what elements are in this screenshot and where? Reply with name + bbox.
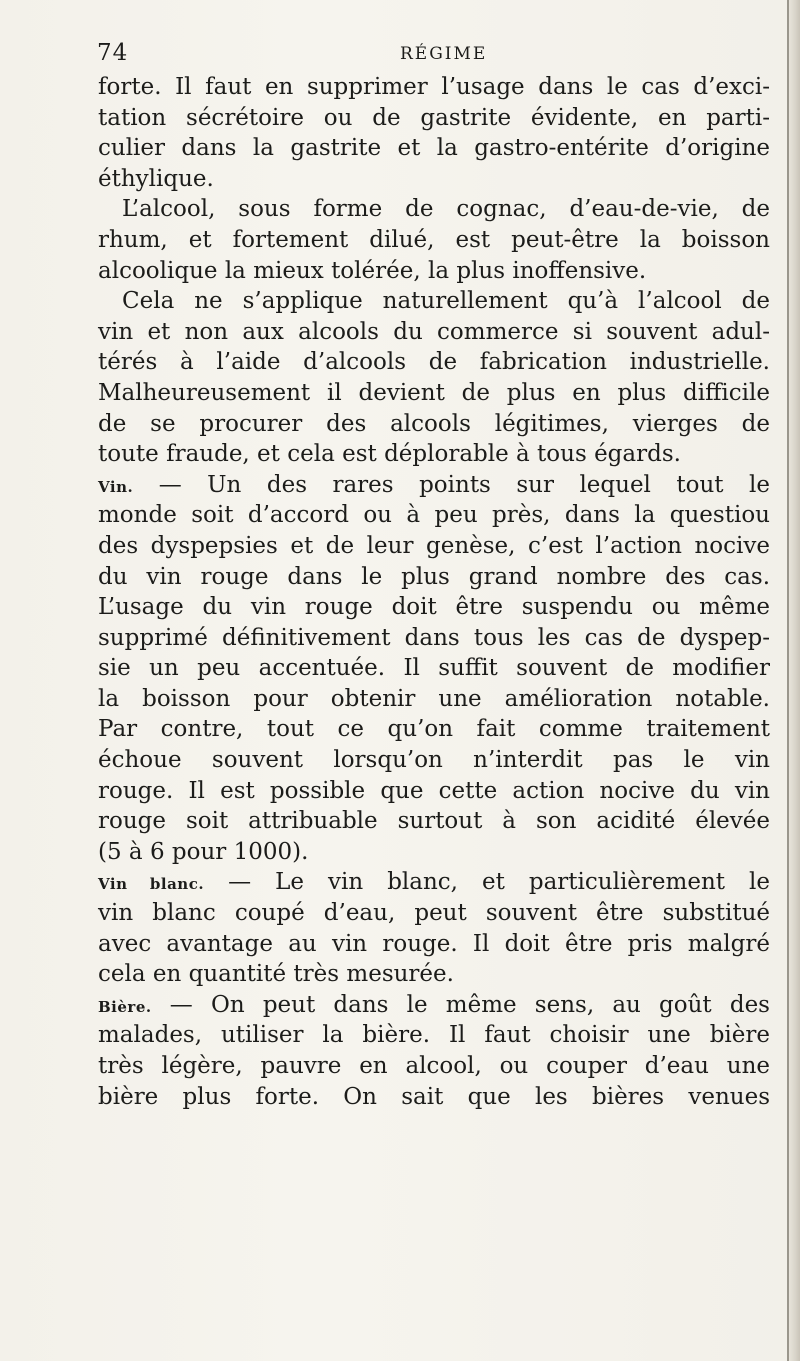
text-line: du vin rouge dans le plus grand nombre des cas. — [98, 563, 770, 590]
section-vin-line — [98, 470, 770, 501]
section-vin-blanc-line — [98, 867, 770, 898]
text-line: alcoolique la mieux tolérée, la plus inoffensive. — [98, 257, 647, 284]
text-line: la boisson pour obtenir une amélioration notable. — [98, 685, 770, 712]
running-title: RÉGIME — [400, 44, 488, 64]
text-line: Malheureusement il devient de plus en plus difficile — [98, 379, 770, 406]
page-edge-line — [787, 0, 789, 1361]
page-edge — [788, 0, 800, 1361]
text-line: cela en quantité très mesurée. — [98, 961, 454, 988]
runin-heading-vin: Vin. — [98, 477, 134, 496]
text-line: de se procurer des alcools légitimes, vierges de — [98, 410, 770, 437]
text-line: tation sécrétoire ou de gastrite évidente, en parti- — [98, 104, 770, 131]
text-line: vin blanc coupé d’eau, peut souvent être substitué — [98, 900, 770, 927]
text-line: supprimé définitivement dans tous les cas de dyspep- — [98, 624, 770, 651]
page-number: 74 — [97, 40, 129, 66]
text-line: échoue souvent lorsqu’on n’interdit pas le vin — [98, 747, 770, 774]
runin-heading-vin-blanc: Vin blanc. — [98, 875, 205, 894]
body-text — [98, 72, 770, 1112]
text-line-content: — Le vin blanc, et particulièrement le — [204, 869, 770, 896]
text-line: malades, utiliser la bière. Il faut choisir une bière — [98, 1022, 770, 1049]
text-line: forte. Il faut en supprimer l’usage dans le cas d’exci- — [98, 74, 770, 100]
text-line: rhum, et fortement dilué, est peut-être la boisson — [98, 226, 770, 253]
text-line: éthylique. — [98, 165, 214, 192]
text-line: vin et non aux alcools du commerce si souvent adul- — [98, 318, 770, 345]
paragraph-start-line: Cela ne s’applique naturellement qu’à l’alcool de — [122, 288, 770, 315]
text-line: rouge. Il est possible que cette action nocive du vin — [98, 777, 770, 804]
paragraph-start-line: L’alcool, sous forme de cognac, d’eau-de-vie, de — [122, 196, 770, 223]
text-line: culier dans la gastrite et la gastro-entérite d’origine — [98, 135, 770, 162]
text-line: très légère, pauvre en alcool, ou couper d’eau une — [98, 1053, 770, 1079]
text-line: monde soit d’accord ou à peu près, dans la questiou — [98, 502, 770, 529]
text-line: L’usage du vin rouge doit être suspendu ou même — [98, 594, 770, 621]
text-line: rouge soit attribuable surtout à son acidité élevée — [98, 808, 770, 835]
text-line: (5 à 6 pour 1000). — [98, 838, 309, 865]
text-line: bière plus forte. On sait que les bières venues — [98, 1083, 770, 1110]
text-line: toute fraude, et cela est déplorable à tous égards. — [98, 441, 681, 468]
runin-heading-biere: Bière. — [98, 997, 152, 1016]
text-line: Par contre, tout ce qu’on fait comme traitement — [98, 716, 770, 743]
text-line-content: — Un des rares points sur lequel tout le — [133, 471, 770, 498]
text-line-content: — On peut dans le même sens, au goût des — [151, 991, 770, 1018]
section-biere-line — [98, 990, 770, 1021]
text-line: avec avantage au vin rouge. Il doit être pris malgré — [98, 930, 770, 957]
text-line: sie un peu accentuée. Il suffit souvent de modifier — [98, 655, 770, 682]
text-line: térés à l’aide d’alcools de fabrication industrielle. — [98, 349, 770, 376]
text-line: des dyspepsies et de leur genèse, c’est l’action nocive — [98, 532, 770, 559]
